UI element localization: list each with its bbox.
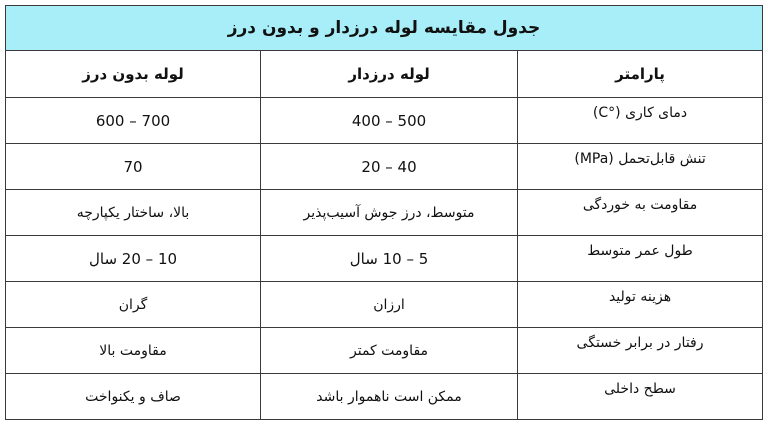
cell-parameter (518, 282, 763, 328)
cell-parameter-text: مقاومت به خوردگی (582, 196, 698, 213)
cell-seamless: 700 – 600 (6, 98, 261, 144)
cell-seamless: گران (6, 282, 261, 328)
table-row (6, 236, 763, 282)
cell-parameter (518, 144, 763, 190)
table-title-row (6, 6, 763, 51)
table-row (6, 328, 763, 374)
cell-welded: مقاومت کمتر (261, 328, 518, 374)
table-row (6, 144, 763, 190)
cell-welded: 40 – 20 (261, 144, 518, 190)
cell-welded: 500 – 400 (261, 98, 518, 144)
cell-parameter-text: رفتار در برابر خستگی (576, 334, 704, 351)
cell-welded: متوسط، درز جوش آسیب‌پذیر (261, 190, 518, 236)
header-welded: لوله درزدار (261, 51, 518, 98)
header-parameter: پارامتر (518, 51, 763, 98)
comparison-table-container (5, 5, 762, 420)
table-title: جدول مقایسه لوله درزدار و بدون درز (6, 6, 763, 51)
cell-seamless: 10 – 20 سال (6, 236, 261, 282)
cell-seamless: مقاومت بالا (6, 328, 261, 374)
cell-parameter (518, 374, 763, 420)
cell-parameter-text: سطح داخلی (604, 380, 676, 397)
header-seamless: لوله بدون درز (6, 51, 261, 98)
cell-seamless: صاف و یکنواخت (6, 374, 261, 420)
comparison-table (5, 5, 763, 420)
cell-welded: ارزان (261, 282, 518, 328)
table-row (6, 190, 763, 236)
cell-parameter (518, 328, 763, 374)
cell-parameter-text: دمای کاری (°C) (592, 104, 688, 121)
table-row (6, 374, 763, 420)
cell-parameter (518, 190, 763, 236)
table-row (6, 98, 763, 144)
cell-welded: ممکن است ناهموار باشد (261, 374, 518, 420)
cell-parameter (518, 98, 763, 144)
cell-parameter-text: تنش قابل‌تحمل (MPa) (574, 150, 706, 167)
cell-parameter-text: طول عمر متوسط (587, 242, 693, 259)
table-header-row (6, 51, 763, 98)
table-row (6, 282, 763, 328)
cell-parameter (518, 236, 763, 282)
cell-seamless: 70 (6, 144, 261, 190)
cell-welded: 5 – 10 سال (261, 236, 518, 282)
cell-seamless: بالا، ساختار یکپارچه (6, 190, 261, 236)
cell-parameter-text: هزینه تولید (608, 288, 672, 305)
